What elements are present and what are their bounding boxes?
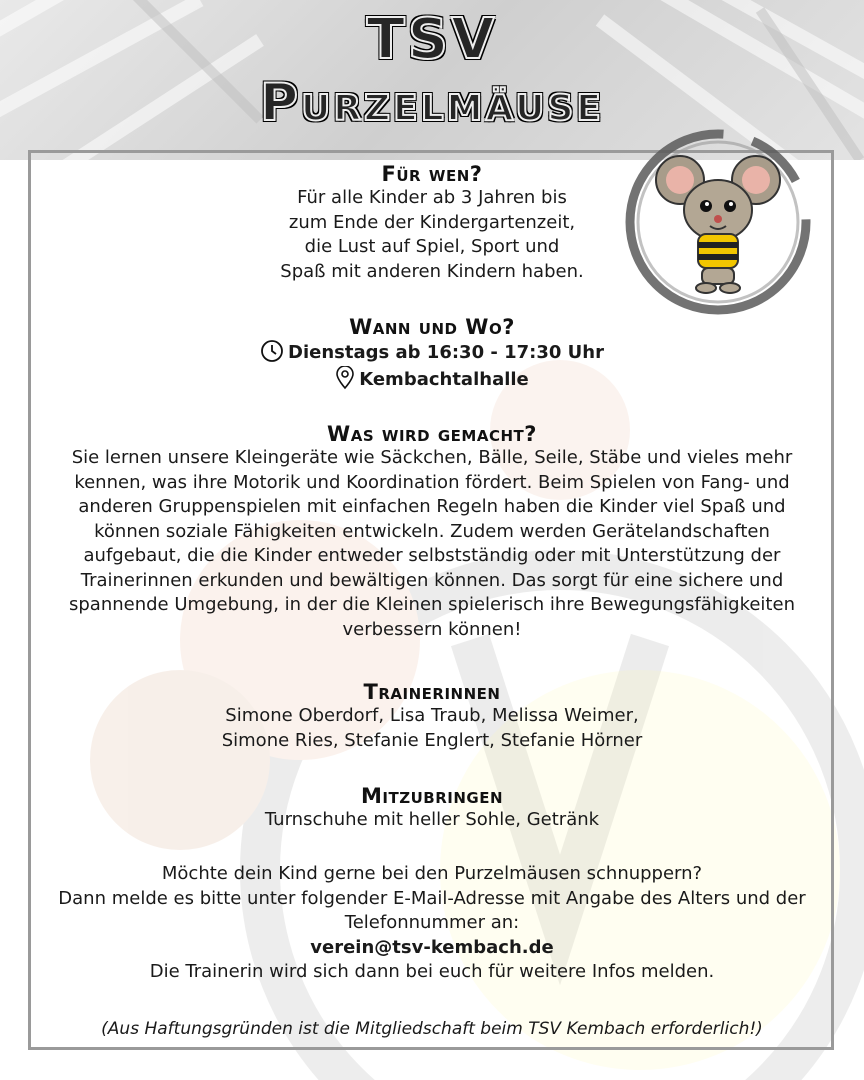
- heading-trainerinnen: Trainerinnen: [363, 680, 501, 704]
- trainerinnen-line-1: Simone Oberdorf, Lisa Traub, Melissa Weimer,: [225, 705, 639, 726]
- section-wann-wo: [40, 315, 824, 393]
- heading-mitzubringen: Mitzubringen: [361, 784, 503, 808]
- was-line-7: spannende Umgebung, in der die Kleinen spielerisch ihre Bewegungsfähigkeiten: [69, 594, 795, 615]
- email-link[interactable]: verein@tsv-kembach.de: [310, 936, 554, 958]
- was-line-6: Trainerinnen erkunden und bewältigen können. Das sorgt für eine sichere und: [80, 569, 784, 591]
- section-mitzubringen: [40, 784, 824, 833]
- fuer-wen-line-1: Für alle Kinder ab 3 Jahren bis: [297, 187, 567, 208]
- heading-was-wird-gemacht: Was wird gemacht?: [327, 422, 537, 446]
- location-pin-icon: [335, 366, 355, 390]
- kontakt-line-3: Telefonnummer an:: [344, 912, 520, 933]
- kontakt-line-1: Möchte dein Kind gerne bei den Purzelmäusen schnuppern?: [161, 863, 703, 884]
- kontakt-followup: Die Trainerin wird sich dann bei euch für weitere Infos melden.: [149, 961, 715, 982]
- fuer-wen-line-2: zum Ende der Kindergartenzeit,: [288, 211, 576, 233]
- mitzubringen-text: Turnschuhe mit heller Sohle, Getränk: [264, 809, 600, 830]
- membership-note: (Aus Haftungsgründen ist die Mitgliedschaft beim TSV Kembach erforderlich!): [101, 1019, 763, 1039]
- place-row: [40, 366, 824, 393]
- was-line-1: Sie lernen unsere Kleingeräte wie Säckchen, Bälle, Seile, Stäbe und vieles mehr: [71, 447, 793, 468]
- trainerinnen-line-2: Simone Ries, Stefanie Englert, Stefanie Hörner: [221, 729, 643, 751]
- was-line-5: aufgebaut, die die Kinder entweder selbstständig oder mit Unterstützung der: [83, 545, 781, 566]
- section-hinweis: [40, 1017, 824, 1042]
- title-purzelmaeuse: Purzelmäuse: [259, 73, 605, 133]
- was-line-2: kennen, was ihre Motorik und Koordination fördert. Beim Spielen von Fang- und: [74, 471, 790, 493]
- fuer-wen-line-3: die Lust auf Spiel, Sport und: [304, 236, 560, 257]
- section-fuer-wen: [40, 162, 824, 284]
- was-line-8: verbessern können!: [342, 618, 522, 640]
- time-text: Dienstags ab 16:30 - 17:30 Uhr: [288, 342, 604, 363]
- place-text: Kembachtalhalle: [359, 369, 529, 390]
- fuer-wen-line-4: Spaß mit anderen Kindern haben.: [280, 260, 584, 282]
- was-line-4: können soziale Fähigkeiten entwickeln. Zudem werden Gerätelandschaften: [94, 520, 770, 542]
- title-tsv: TSV: [366, 7, 498, 72]
- section-was-wird-gemacht: [40, 422, 824, 642]
- heading-fuer-wen: Für wen?: [381, 162, 483, 186]
- section-trainerinnen: [40, 680, 824, 753]
- heading-wann-wo: Wann und Wo?: [349, 315, 515, 339]
- time-row: [40, 339, 824, 366]
- kontakt-line-2: Dann melde es bitte unter folgender E-Mail-Adresse mit Angabe des Alters und der: [58, 887, 806, 909]
- section-kontakt: [40, 862, 824, 985]
- clock-icon: [260, 339, 284, 363]
- was-line-3: anderen Gruppenspielen mit einfachen Regeln haben die Kinder viel Spaß und: [78, 496, 786, 517]
